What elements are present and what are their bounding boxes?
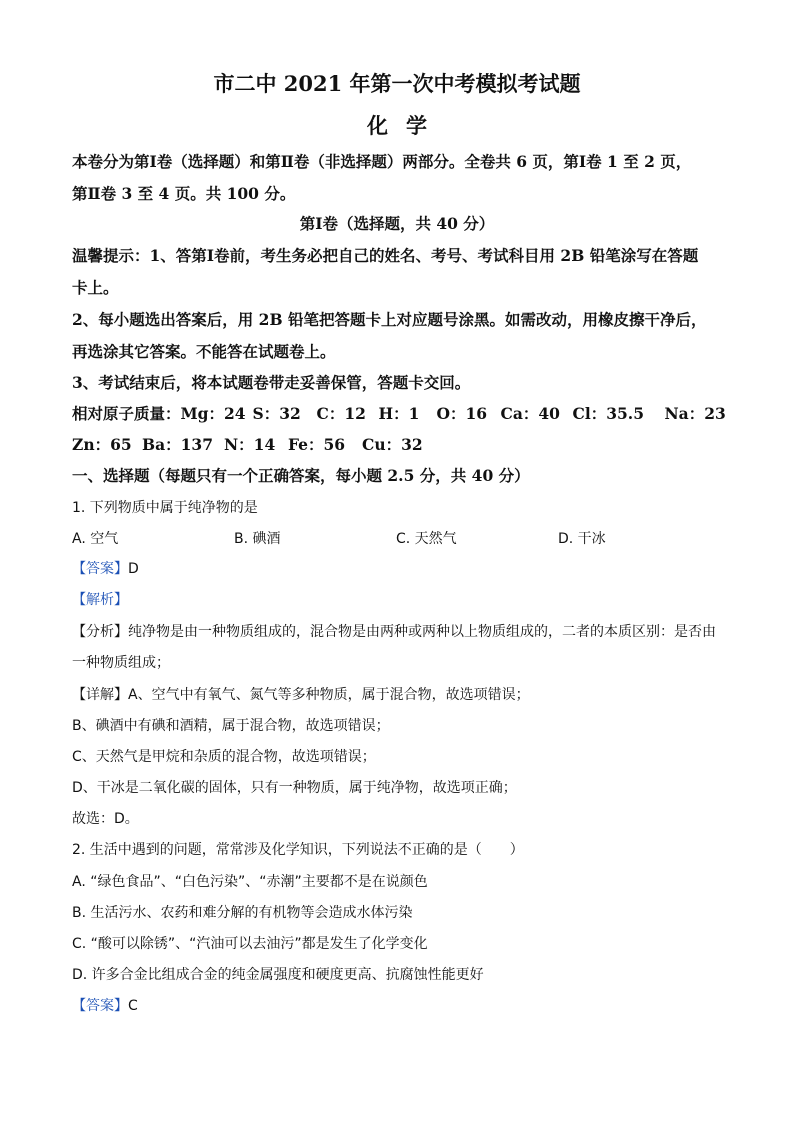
q2-option-b: B. 生活污水、农药和难分解的有机物等会造成水体污染 (72, 905, 413, 921)
q1-detail-line-c: C、天然气是甲烷和杂质的混合物，故选项错误； (72, 749, 376, 765)
exam-title: 市二中 2021 年第一次中考模拟考试题 (213, 71, 581, 96)
mass-s: S：32 (252, 404, 301, 423)
q1-stem: 1. 下列物质中属于纯净物的是 (72, 500, 258, 516)
q1-fenxi-line-1 (72, 621, 716, 641)
mass-cl: Cl：35.5 (572, 404, 644, 423)
analysis-tag: 【解析】 (72, 592, 128, 608)
atomic-mass-row-2 (72, 433, 423, 455)
mass-ca: Ca：40 (500, 404, 560, 423)
detail-text-a: A、空气中有氧气、氮气等多种物质，属于混合物，故选项错误； (128, 687, 530, 703)
detail-tag: 【详解】 (72, 687, 128, 703)
atomic-mass-label: 相对原子质量： (72, 404, 181, 423)
mass-c: C：12 (316, 404, 366, 423)
note-1a: 温馨提示：1、答第Ⅰ卷前，考生务必把自己的姓名、考号、考试科目用 2B 铅笔涂写在答题 (72, 246, 699, 265)
q2-option-c: C. “酸可以除锈”、“汽油可以去油污”都是发生了化学变化 (72, 936, 428, 952)
q1-answer: D (128, 561, 139, 577)
subject-title: 化学 (367, 113, 445, 138)
note-1b: 卡上。 (72, 278, 119, 297)
mass-mg: Mg：24 (180, 404, 246, 423)
q2-answer: C (128, 998, 138, 1014)
intro-line-2: 第Ⅱ卷 3 至 4 页。共 100 分。 (72, 184, 296, 203)
mass-na: Na：23 (664, 404, 726, 423)
q1-analysis-line (72, 589, 128, 609)
q1-detail-line-d: D、干冰是二氧化碳的固体，只有一种物质，属于纯净物，故选项正确； (72, 780, 517, 796)
mass-ba: Ba：137 (142, 435, 213, 454)
mass-n: N：14 (224, 435, 276, 454)
atomic-mass-row-1 (72, 402, 726, 424)
mass-cu: Cu：32 (362, 435, 423, 454)
intro-line-1: 本卷分为第Ⅰ卷（选择题）和第Ⅱ卷（非选择题）两部分。全卷共 6 页，第Ⅰ卷 1 至 2 页， (72, 152, 692, 171)
answer-tag: 【答案】 (72, 998, 128, 1014)
q1-answer-line (72, 558, 139, 578)
q2-answer-line (72, 995, 138, 1015)
note-2a: 2、每小题选出答案后，用 2B 铅笔把答题卡上对应题号涂黑。如需改动，用橡皮擦干净后， (72, 310, 707, 329)
q2-option-a: A. “绿色食品”、“白色污染”、“赤潮”主要都不是在说颜色 (72, 874, 428, 890)
q1-option-a: A. 空气 (72, 531, 119, 547)
mass-zn: Zn：65 (72, 435, 132, 454)
mass-fe: Fe：56 (288, 435, 346, 454)
mass-o: O：16 (436, 404, 488, 423)
part1-title: 第Ⅰ卷（选择题，共 40 分） (299, 214, 495, 233)
q1-detail-line-a (72, 684, 530, 704)
fenxi-text-1: 纯净物是由一种物质组成的，混合物是由两种或两种以上物质组成的，二者的本质区别：是否由 (128, 624, 716, 640)
q1-option-b: B. 碘酒 (234, 531, 281, 547)
section-heading: 一、选择题（每题只有一个正确答案，每小题 2.5 分，共 40 分） (72, 466, 530, 485)
note-2b: 再选涂其它答案。不能答在试题卷上。 (72, 342, 336, 361)
note-3: 3、考试结束后，将本试题卷带走妥善保管，答题卡交回。 (72, 373, 471, 392)
q1-option-d: D. 干冰 (558, 531, 606, 547)
q1-fenxi-line-2: 一种物质组成； (72, 655, 170, 671)
q1-option-c: C. 天然气 (396, 531, 457, 547)
q2-option-d: D. 许多合金比组成合金的纯金属强度和硬度更高、抗腐蚀性能更好 (72, 967, 484, 983)
q1-conclusion: 故选：D。 (72, 811, 139, 827)
q1-detail-line-b: B、碘酒中有碘和酒精，属于混合物，故选项错误； (72, 718, 390, 734)
q2-stem: 2. 生活中遇到的问题，常常涉及化学知识，下列说法不正确的是（ ） (72, 842, 524, 858)
mass-h: H：1 (378, 404, 420, 423)
fenxi-tag: 【分析】 (72, 624, 128, 640)
answer-tag: 【答案】 (72, 561, 128, 577)
